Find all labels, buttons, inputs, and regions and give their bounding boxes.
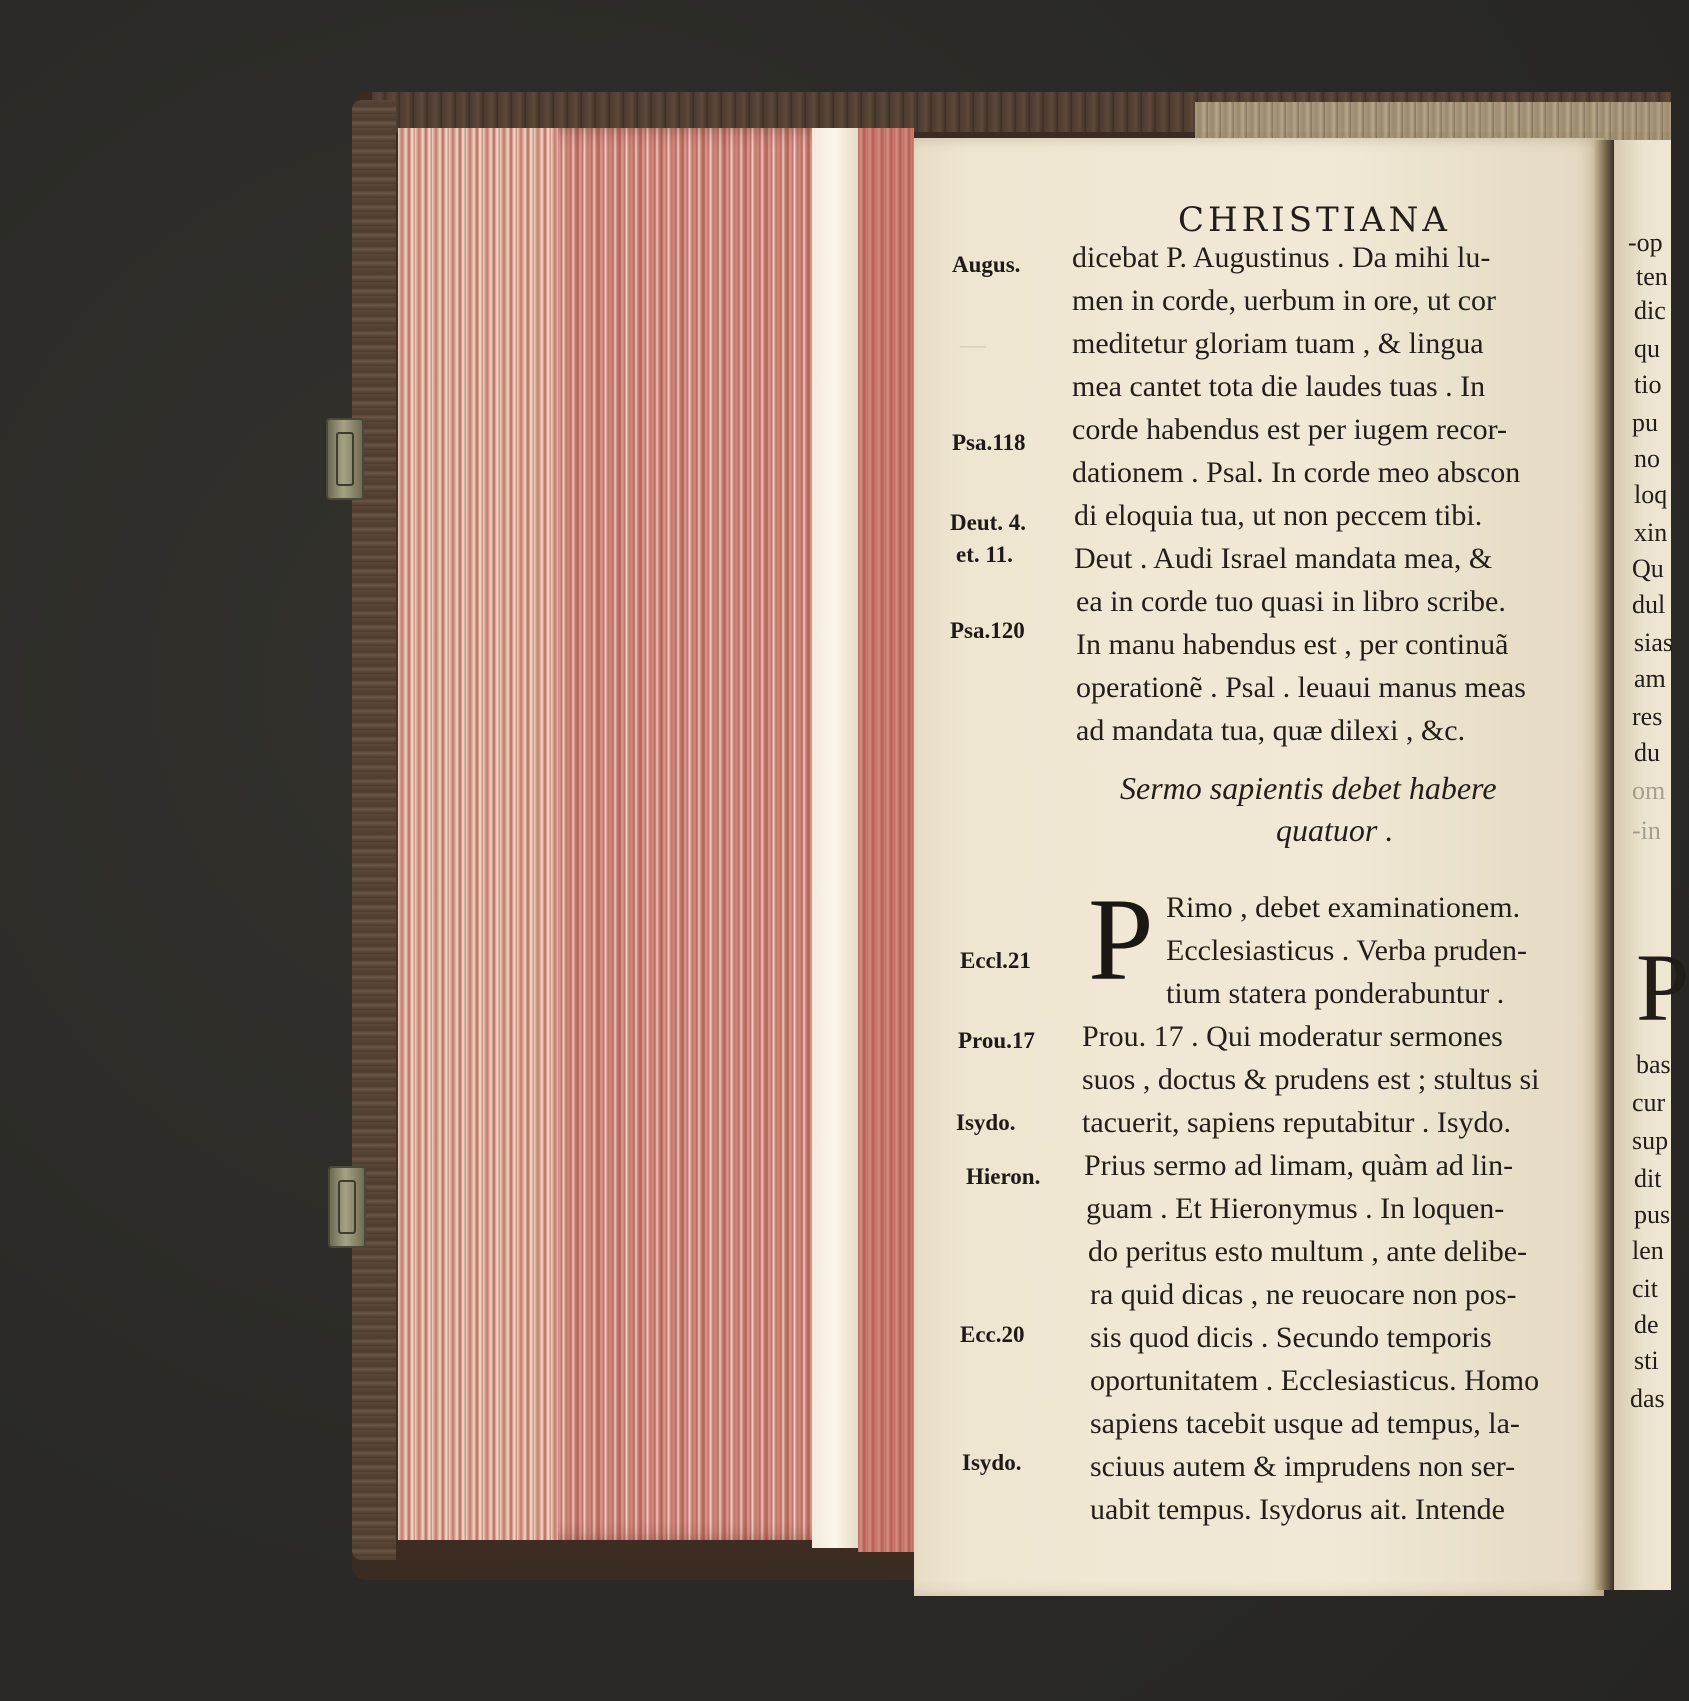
margin-note: Psa.118 [952, 430, 1026, 455]
text-line: ra quid dicas , ne reuocare non pos- [1090, 1278, 1517, 1311]
text-line: operationẽ . Psal . leuaui manus meas [1076, 671, 1526, 704]
text-fragment: qu [1634, 334, 1660, 363]
text-fragment: ten [1636, 262, 1668, 291]
red-page-edges-right [858, 128, 914, 1552]
text-line: sapiens tacebit usque ad tempus, la- [1090, 1407, 1520, 1440]
text-line: In manu habendus est , per continuã [1076, 628, 1509, 661]
text-line: oportunitatem . Ecclesiasticus. Homo [1090, 1364, 1540, 1397]
text-line: Deut . Audi Israel mandata mea, & [1074, 542, 1493, 575]
margin-note: Hieron. [966, 1164, 1041, 1189]
text-fragment: res [1632, 702, 1663, 731]
section-heading: Sermo sapientis debet habere [1120, 770, 1497, 806]
text-fragment: bas [1636, 1050, 1671, 1079]
margin-note: Deut. 4. [950, 510, 1027, 535]
text-line: suos , doctus & prudens est ; stultus si [1082, 1063, 1540, 1096]
text-fragment: cit [1632, 1274, 1658, 1303]
book-gutter [1594, 140, 1614, 1590]
text-fragment: am [1634, 664, 1666, 693]
margin-note: Ecc.20 [960, 1322, 1025, 1347]
text-fragment: sup [1632, 1126, 1669, 1155]
text-line: sis quod dicis . Secundo temporis [1090, 1321, 1492, 1354]
text-fragment: pu [1632, 408, 1658, 437]
text-fragment: no [1634, 444, 1660, 473]
text-fragment: das [1630, 1384, 1665, 1413]
text-line: tacuerit, sapiens reputabitur . Isydo. [1082, 1106, 1512, 1139]
text-line: men in corde, uerbum in ore, ut cor [1072, 284, 1497, 317]
text-line: uabit tempus. Isydorus ait. Intende [1090, 1493, 1505, 1526]
text-line: di eloquia tua, ut non peccem tibi. [1074, 499, 1483, 532]
text-line: meditetur gloriam tuam , & lingua [1072, 327, 1484, 360]
margin-note: Augus. [952, 252, 1021, 277]
text-fragment: dit [1634, 1164, 1662, 1193]
right-page-text [1614, 140, 1689, 1590]
lower-clasp-icon [328, 1166, 366, 1248]
text-fragment: sti [1634, 1346, 1659, 1375]
margin-note: Prou.17 [958, 1028, 1035, 1053]
text-line: Ecclesiasticus . Verba pruden- [1166, 934, 1527, 967]
text-fragment: len [1632, 1236, 1664, 1265]
text-line: ea in corde tuo quasi in libro scribe. [1076, 585, 1506, 618]
worn-spine-edge [1195, 102, 1671, 140]
text-fragment: tio [1634, 370, 1662, 399]
text-fragment: sias [1634, 628, 1673, 657]
text-line: corde habendus est per iugem recor- [1072, 413, 1508, 446]
upper-clasp-icon [326, 418, 364, 500]
text-line: Prius sermo ad limam, quàm ad lin- [1084, 1149, 1514, 1182]
margin-note: Eccl.21 [960, 948, 1031, 973]
text-fragment: -in [1632, 816, 1661, 845]
page-edges-left [398, 128, 558, 1540]
text-fragment: de [1634, 1310, 1659, 1339]
running-head: CHRISTIANA [1178, 200, 1451, 240]
cover-edge [352, 100, 396, 1560]
page-fold [812, 128, 858, 1548]
text-fragment: om [1632, 776, 1666, 805]
text-line: ad mandata tua, quæ dilexi , &c. [1076, 714, 1466, 747]
bleed-through-mark: — [960, 330, 986, 359]
text-fragment: cur [1632, 1088, 1666, 1117]
text-line: tium statera ponderabuntur . [1166, 977, 1505, 1010]
margin-note: et. 11. [956, 542, 1013, 567]
text-fragment: dul [1632, 590, 1666, 619]
drop-initial-fragment: P [1636, 934, 1689, 1041]
margin-note: Psa.120 [950, 618, 1025, 643]
text-fragment: du [1634, 738, 1660, 767]
text-fragment: loq [1634, 480, 1668, 509]
text-fragment: dic [1634, 296, 1666, 325]
text-fragment: Qu [1632, 554, 1664, 583]
text-line: Prou. 17 . Qui moderatur sermones [1082, 1020, 1503, 1053]
text-line: do peritus esto multum , ante delibe- [1088, 1235, 1528, 1268]
text-line: sciuus autem & imprudens non ser- [1090, 1450, 1516, 1483]
text-line: dationem . Psal. In corde meo abscon [1072, 456, 1521, 489]
margin-note: Isydo. [956, 1110, 1016, 1135]
section-heading-cont: quatuor . [1276, 812, 1394, 848]
text-line: Rimo , debet examinationem. [1166, 891, 1521, 924]
text-fragment: -op [1628, 228, 1663, 257]
drop-initial: P [1088, 874, 1154, 1005]
text-fragment: pus [1634, 1200, 1671, 1229]
text-line: mea cantet tota die laudes tuas . In [1072, 370, 1486, 403]
text-line: guam . Et Hieronymus . In loquen- [1086, 1192, 1505, 1225]
text-line: dicebat P. Augustinus . Da mihi lu- [1072, 241, 1491, 274]
margin-note: Isydo. [962, 1450, 1022, 1475]
text-fragment: xin [1634, 518, 1668, 547]
